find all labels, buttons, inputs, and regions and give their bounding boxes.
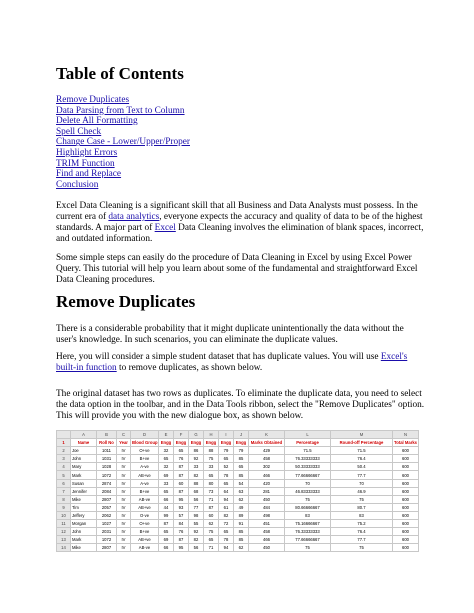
table-cell: 85 — [234, 471, 249, 479]
table-cell: IV — [117, 447, 131, 455]
table-cell: AB+ve — [131, 503, 159, 511]
table-cell: 1027 — [97, 520, 117, 528]
row-number: 6 — [57, 479, 71, 487]
table-row — [57, 528, 419, 536]
table-cell: 2807 — [97, 544, 117, 552]
table-cell: 77.7 — [331, 536, 393, 544]
table-cell: 71 — [204, 544, 219, 552]
table-cell: 420 — [249, 479, 285, 487]
table-cell: 1031 — [97, 455, 117, 463]
table-cell: 60 — [204, 511, 219, 519]
table-cell: 2057 — [97, 503, 117, 511]
table-cell: 466 — [249, 536, 285, 544]
table-cell: 49 — [234, 503, 249, 511]
table-cell: 60 — [174, 479, 189, 487]
excel-link[interactable]: Excel — [154, 223, 176, 233]
table-cell: A-ve — [131, 479, 159, 487]
table-cell: 86 — [189, 447, 204, 455]
table-cell: John — [71, 528, 97, 536]
table-cell: 68 — [189, 487, 204, 495]
table-cell: 73 — [204, 487, 219, 495]
table-cell: 458 — [249, 455, 285, 463]
table-cell: IV — [117, 471, 131, 479]
table-cell: 600 — [393, 463, 419, 471]
dataset-text-b: to remove duplicates, as shown below. — [116, 363, 263, 373]
table-cell: 85 — [234, 536, 249, 544]
intro-text-b: , everyone expects the accuracy and quality of data to be of the highest standards. A major part of — [56, 212, 423, 233]
header-cell: Marks Obtained — [249, 439, 285, 447]
row-number: 8 — [57, 495, 71, 503]
header-cell: Engg — [204, 439, 219, 447]
header-cell: Engg — [189, 439, 204, 447]
row-number: 12 — [57, 528, 71, 536]
table-cell: 87 — [174, 463, 189, 471]
table-cell: 75.2 — [331, 520, 393, 528]
column-letter: B — [97, 431, 117, 439]
row-number: 4 — [57, 463, 71, 471]
sheet-body — [57, 439, 419, 552]
table-cell: Morgan — [71, 520, 97, 528]
table-cell: 54 — [234, 479, 249, 487]
student-dataset-table — [56, 430, 419, 552]
data-analytics-link[interactable]: data analytics — [108, 212, 160, 222]
intro-text-a: Excel Data Cleaning is a significant skill that all Business and Data Analysts must possess. In the current era of — [56, 201, 418, 222]
table-cell: 69 — [159, 536, 174, 544]
table-cell: 77.7 — [331, 471, 393, 479]
table-cell: 87 — [159, 520, 174, 528]
table-row — [57, 455, 419, 463]
table-cell: 92 — [189, 455, 204, 463]
toc-link-spell-check[interactable]: Spell Check — [56, 126, 102, 137]
table-cell: 458 — [249, 528, 285, 536]
table-cell: 75 — [331, 495, 393, 503]
table-cell: 2807 — [97, 495, 117, 503]
toc-link-highlight-errors[interactable]: Highlight Errors — [56, 147, 118, 158]
table-cell: AB+ve — [131, 536, 159, 544]
table-cell: 83 — [285, 511, 331, 519]
section-title: Remove Duplicates — [56, 292, 196, 311]
table-cell: AB+ve — [131, 471, 159, 479]
table-cell: 77 — [189, 503, 204, 511]
row-number: 14 — [57, 544, 71, 552]
table-cell: John — [71, 455, 97, 463]
remove-duplicates-paragraph: The original dataset has two rows as duplicates. To eliminate the duplicate data, you need to select the data option in the toolbar, and in the Data Tools ribbon, select the "Remove Duplicates" option. This will provide you with the new dialogue box, as shown below. — [56, 389, 425, 421]
toc-link-trim-function[interactable]: TRIM Function — [56, 158, 115, 169]
table-cell: 450 — [249, 495, 285, 503]
table-cell: 75.16666667 — [285, 520, 331, 528]
table-cell: 63 — [234, 487, 249, 495]
steps-paragraph: Some simple steps can easily do the procedure of Data Cleaning in Excel by using Excel Power Query. This tutorial will help you learn about some of the fundamental and straightforward Excel Data Cleaning procedures. — [56, 253, 418, 285]
table-cell: 1072 — [97, 536, 117, 544]
table-cell: 46.9 — [331, 487, 393, 495]
table-cell: 50.33333333 — [285, 463, 331, 471]
table-cell: IV — [117, 463, 131, 471]
table-cell: IV — [117, 544, 131, 552]
header-cell: Round-off Percentage — [331, 439, 393, 447]
table-row — [57, 447, 419, 455]
header-cell: Percentage — [285, 439, 331, 447]
table-row — [57, 479, 419, 487]
table-cell: 85 — [234, 455, 249, 463]
table-cell: 66 — [159, 544, 174, 552]
row-number: 1 — [57, 439, 71, 447]
spreadsheet-image — [56, 430, 418, 552]
table-cell: 78 — [219, 536, 234, 544]
table-cell: 65 — [159, 528, 174, 536]
table-cell: IV — [117, 511, 131, 519]
table-cell: IV — [117, 536, 131, 544]
table-cell: 62 — [204, 520, 219, 528]
table-cell: IV — [117, 503, 131, 511]
table-cell: 66 — [159, 495, 174, 503]
table-cell: 69 — [159, 471, 174, 479]
column-letters — [57, 431, 419, 439]
table-cell: 80.66666667 — [285, 503, 331, 511]
table-cell: 80.7 — [331, 503, 393, 511]
dataset-text-a: Here, you will consider a simple student dataset that has duplicate values. You will use — [56, 352, 381, 362]
column-letter: E — [159, 431, 174, 439]
table-cell: 600 — [393, 528, 419, 536]
table-cell: 56 — [189, 495, 204, 503]
dataset-paragraph — [56, 352, 426, 374]
toc-title: Table of Contents — [56, 64, 184, 83]
row-number: 7 — [57, 487, 71, 495]
table-cell: 50.4 — [331, 463, 393, 471]
table-cell: 75 — [204, 455, 219, 463]
table-cell: 46.83333333 — [285, 487, 331, 495]
table-cell: 91 — [234, 520, 249, 528]
table-cell: 88 — [189, 479, 204, 487]
table-cell: 77.66666667 — [285, 536, 331, 544]
table-cell: AB-ve — [131, 544, 159, 552]
table-cell: 302 — [249, 463, 285, 471]
table-row — [57, 471, 419, 479]
table-cell: 65 — [219, 479, 234, 487]
toc-link-delete-formatting[interactable]: Delete All Formatting — [56, 116, 138, 127]
table-cell: 600 — [393, 471, 419, 479]
table-cell: 76.33333333 — [285, 528, 331, 536]
table-cell: 98 — [189, 511, 204, 519]
table-cell: 2874 — [97, 479, 117, 487]
header-cell: Engg — [159, 439, 174, 447]
table-cell: O+ve — [131, 447, 159, 455]
table-cell: 65 — [159, 487, 174, 495]
column-letter: D — [131, 431, 159, 439]
table-cell: 99 — [159, 511, 174, 519]
table-cell: 64 — [219, 487, 234, 495]
table-cell: 451 — [249, 520, 285, 528]
column-letter — [57, 431, 71, 439]
table-cell: 83 — [331, 511, 393, 519]
table-row — [57, 503, 419, 511]
table-cell: 65 — [159, 455, 174, 463]
toc-link-find-replace[interactable]: Find and Replace — [56, 169, 122, 180]
table-cell: IV — [117, 528, 131, 536]
table-cell: 1011 — [97, 447, 117, 455]
table-cell: 75 — [331, 544, 393, 552]
column-letter: K — [249, 431, 285, 439]
table-cell: Mike — [71, 544, 97, 552]
table-cell: 55 — [189, 520, 204, 528]
table-cell: 77.66666667 — [285, 471, 331, 479]
table-cell: 498 — [249, 511, 285, 519]
builtin-function-link[interactable]: Excel's built-in function — [56, 352, 408, 373]
toc-link-conclusion[interactable]: Conclusion — [56, 179, 99, 190]
table-cell: 600 — [393, 503, 419, 511]
table-cell: 600 — [393, 511, 419, 519]
table-cell: 1072 — [97, 471, 117, 479]
table-row — [57, 463, 419, 471]
table-cell: 600 — [393, 455, 419, 463]
table-cell: IV — [117, 495, 131, 503]
table-cell: Jeffery — [71, 511, 97, 519]
table-cell: B+ve — [131, 528, 159, 536]
table-cell: 33 — [189, 463, 204, 471]
table-cell: 72 — [219, 520, 234, 528]
table-cell: 65 — [219, 455, 234, 463]
table-cell: IV — [117, 487, 131, 495]
table-cell: 76.4 — [331, 528, 393, 536]
table-cell: Susan — [71, 479, 97, 487]
table-row — [57, 511, 419, 519]
header-cell: Roll No — [97, 439, 117, 447]
toc-link-data-parsing[interactable]: Data Parsing from Text to Column — [56, 105, 185, 116]
table-cell: 57 — [174, 511, 189, 519]
table-cell: 56 — [189, 544, 204, 552]
table-cell: 2062 — [97, 511, 117, 519]
table-cell: 71.5 — [331, 447, 393, 455]
table-cell: 1028 — [97, 463, 117, 471]
table-row — [57, 536, 419, 544]
table-cell: 75 — [285, 544, 331, 552]
table-cell: B+ve — [131, 487, 159, 495]
table-cell: 76 — [174, 528, 189, 536]
table-cell: 95 — [174, 495, 189, 503]
table-row — [57, 487, 419, 495]
table-cell: 95 — [174, 544, 189, 552]
table-cell: 600 — [393, 479, 419, 487]
table-cell: 33 — [204, 463, 219, 471]
table-cell: 429 — [249, 447, 285, 455]
table-cell: 94 — [219, 544, 234, 552]
table-cell: 600 — [393, 495, 419, 503]
table-cell: 71.5 — [285, 447, 331, 455]
table-cell: Mary — [71, 463, 97, 471]
toc-link-remove-duplicates[interactable]: Remove Duplicates — [56, 95, 130, 105]
column-letter: F — [174, 431, 189, 439]
table-cell: 76 — [174, 455, 189, 463]
table-cell: 76.33333333 — [285, 455, 331, 463]
table-cell: Mark — [71, 536, 97, 544]
table-cell: 484 — [249, 503, 285, 511]
table-cell: IV — [117, 520, 131, 528]
table-cell: 70 — [331, 479, 393, 487]
table-cell: 62 — [234, 495, 249, 503]
table-cell: 75 — [285, 495, 331, 503]
table-cell: 600 — [393, 487, 419, 495]
table-cell: 62 — [234, 544, 249, 552]
table-row — [57, 495, 419, 503]
row-number: 9 — [57, 503, 71, 511]
table-cell: Mark — [71, 471, 97, 479]
table-cell: 71 — [204, 495, 219, 503]
table-cell: 32 — [159, 463, 174, 471]
table-cell: 92 — [189, 528, 204, 536]
table-cell: 87 — [204, 503, 219, 511]
table-cell: 87 — [174, 487, 189, 495]
table-cell: 78 — [219, 471, 234, 479]
table-cell: 466 — [249, 471, 285, 479]
table-cell: 44 — [159, 503, 174, 511]
column-letter: G — [189, 431, 204, 439]
table-cell: 79 — [234, 447, 249, 455]
intro-paragraph — [56, 201, 426, 245]
row-number: 13 — [57, 536, 71, 544]
header-cell: Total Marks — [394, 440, 417, 446]
column-letter: L — [285, 431, 331, 439]
table-cell: 82 — [189, 536, 204, 544]
column-letter: I — [219, 431, 234, 439]
table-cell: 82 — [189, 471, 204, 479]
table-cell: 65 — [219, 528, 234, 536]
table-cell: 89 — [234, 511, 249, 519]
header-cell: Engg — [234, 439, 249, 447]
column-letter: C — [117, 431, 131, 439]
table-cell: 2084 — [97, 487, 117, 495]
table-cell: 82 — [219, 511, 234, 519]
header-cell: Engg — [219, 439, 234, 447]
table-of-contents — [56, 95, 190, 190]
table-cell: AB-ve — [131, 495, 159, 503]
table-cell: 450 — [249, 544, 285, 552]
table-cell: 65 — [234, 463, 249, 471]
table-cell: 32 — [159, 447, 174, 455]
header-cell: Name — [71, 439, 97, 447]
table-cell: 70 — [285, 479, 331, 487]
header-cell: Year — [117, 439, 131, 447]
table-row — [57, 544, 419, 552]
table-cell: Jennifer — [71, 487, 97, 495]
table-cell: O+ve — [131, 520, 159, 528]
table-cell: IV — [117, 479, 131, 487]
row-number: 2 — [57, 447, 71, 455]
duplicates-paragraph: There is a considerable probability that it might duplicate unintentionally the data without the user's knowledge. In such scenarios, you can eliminate the duplicate values. — [56, 324, 404, 345]
table-cell: 52 — [219, 463, 234, 471]
table-cell: 87 — [174, 536, 189, 544]
table-cell: 88 — [204, 447, 219, 455]
table-cell: Mike — [71, 495, 97, 503]
table-row — [57, 520, 419, 528]
intro-text-c: Data Cleaning involves the elimination of blank spaces, incorrect, and outdated information. — [56, 223, 424, 244]
table-cell: Tim — [71, 503, 97, 511]
row-number: 5 — [57, 471, 71, 479]
column-letter: A — [71, 431, 97, 439]
row-number: 3 — [57, 455, 71, 463]
row-number: 11 — [57, 520, 71, 528]
table-cell: 600 — [393, 447, 419, 455]
table-cell: 84 — [174, 520, 189, 528]
table-cell: 33 — [159, 479, 174, 487]
table-cell: 87 — [174, 471, 189, 479]
table-cell: 65 — [174, 447, 189, 455]
header-row — [57, 439, 419, 447]
table-cell: 76.4 — [331, 455, 393, 463]
table-cell: O-ve — [131, 511, 159, 519]
table-cell: 65 — [204, 471, 219, 479]
table-cell: B+ve — [131, 455, 159, 463]
table-cell: 600 — [393, 520, 419, 528]
column-letter: N — [393, 431, 419, 439]
table-cell: A-ve — [131, 463, 159, 471]
column-letter: M — [331, 431, 393, 439]
table-cell: 61 — [219, 503, 234, 511]
table-cell: 2031 — [97, 528, 117, 536]
table-cell: 65 — [204, 536, 219, 544]
table-cell: 94 — [219, 495, 234, 503]
table-cell: 79 — [219, 447, 234, 455]
column-letter: H — [204, 431, 219, 439]
table-cell: Joe — [71, 447, 97, 455]
header-cell: Engg — [174, 439, 189, 447]
table-cell: 600 — [393, 536, 419, 544]
table-cell: IV — [117, 455, 131, 463]
table-cell: 93 — [174, 503, 189, 511]
table-cell: 281 — [249, 487, 285, 495]
row-number: 10 — [57, 511, 71, 519]
toc-link-change-case[interactable]: Change Case - Lower/Upper/Proper — [56, 137, 190, 148]
column-letter: J — [234, 431, 249, 439]
table-cell: 600 — [393, 544, 419, 552]
table-cell: 80 — [204, 479, 219, 487]
table-cell: 85 — [234, 528, 249, 536]
header-cell: Blood Group — [132, 440, 158, 446]
table-cell: 75 — [204, 528, 219, 536]
